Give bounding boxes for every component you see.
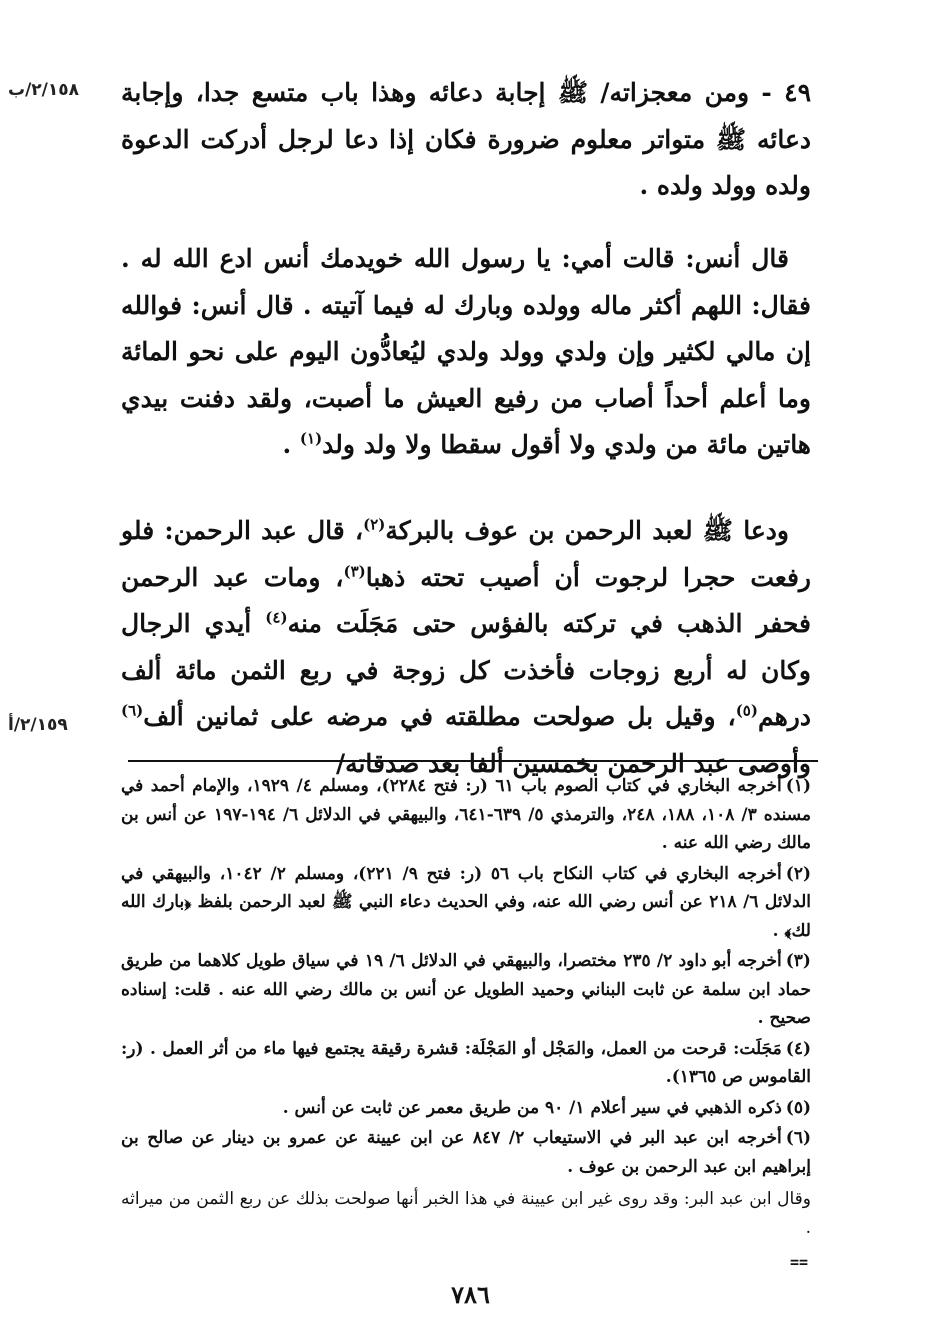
footnote-ref-2[interactable]: (٢) — [363, 515, 386, 534]
paragraph-anas: قال أنس: قالت أمي: يا رسول الله خويدمك أنس ادع الله له . فقال: اللهم أكثر ماله وولده وبارك له فيما آتيته . قال أنس: فوالله إن مالي لكثير وإن ولدي وولد ولدي ليُعادُّون اليوم على نحو المائة وما أعلم أحداً أصاب من رفيع العيش ما أصبت، ولقد دفنت بيدي هاتين مائة من ولدي ولا أقول سقطا ولا ولد ولد$^{(١)}$ . — [121, 244, 811, 459]
entry-49 — [121, 70, 811, 210]
footnote-note: وقال ابن عبد البر: وقد روى غير ابن عيينة في هذا الخبر أنها صولحت بذلك عن ربع الثمن من ميراثه . — [121, 1189, 811, 1238]
paragraph-anas-text: قال أنس: قالت أمي: يا رسول الله خويدمك أنس ادع الله له . فقال: اللهم أكثر ماله وولده وبارك له فيما آتيته . قال أنس: فوالله إن مالي لكثير وإن ولدي وولد ولدي ليُعادُّون اليوم على نحو المائة وما أعلم أحداً أصاب من رفيع العيش ما أصبت، ولقد دفنت بيدي هاتين مائة من ولدي ولا أقول سقطا ولا ولد ولد — [121, 244, 811, 459]
footnote-3: (٣)أخرجه أبو داود ٢/ ٢٣٥ مختصرا، والبيهقي في الدلائل ٦/ ١٩ في سياق طويل كلاهما من طريق حماد ابن سلمة عن ثابت البناني وحميد الطويل عن أنس بن مالك رضي الله عنه . قلت: إسناده صحيح . — [121, 951, 811, 1028]
footnote-1: (١)أخرجه البخاري في كتاب الصوم باب ٦١ (ر: فتح ٢٢٨٤)، ومسلم ٤/ ١٩٢٩، والإمام أحمد في مسنده ٣/ ١٠٨، ١٨٨، ٢٤٨، والترمذي ٥/ ٦٣٩-٦٤١، والبيهقي في الدلائل ٦/ ١٩٤-١٩٧ عن أنس بن مالك رضي الله عنه . — [121, 776, 812, 853]
margin-reference: ٢/١٥٩/أ — [8, 715, 68, 735]
footnote-ref-1[interactable]: (١) — [299, 429, 323, 448]
footnote-separator — [128, 760, 818, 762]
footnote-ref-6[interactable]: (٦) — [121, 701, 144, 720]
footnote-2: (٢)أخرجه البخاري في كتاب النكاح باب ٥٦ (ر: فتح ٩/ ٢٢١)، ومسلم ٢/ ١٠٤٢، والبيهقي في الدلائل ٦/ ٢١٨ عن أنس رضي الله عنه، وفي الحديث دعاء النبي ﷺ لعبد الرحمن بلفظ ﴿بارك الله لك﴾ . — [121, 863, 812, 941]
footnote-ref-4[interactable]: (٤) — [265, 608, 288, 627]
footnote-4: (٤)مَجَلَت: قرحت من العمل، والمَجْل أو المَجْلَة: قشرة رقيقة يجتمع فيها ماء من أثر العمل . (ر: القاموس ص ١٣٦٥). — [121, 1038, 811, 1087]
footnotes — [121, 772, 811, 1242]
entry-49-paragraph — [121, 70, 811, 210]
paragraph-awf-text: ودعا ﷺ لعبد الرحمن بن عوف بالبركة — [385, 516, 789, 545]
entry-49-lead: ٤٩ - ومن معجزاته/ ﷺ — [557, 78, 811, 107]
paragraph-awf: ودعا ﷺ لعبد الرحمن بن عوف بالبركة$^{(٢)}$، قال عبد الرحمن: فلو رفعت حجرا لرجوت أن أصيب تحته ذهبا$^{(٣)}$، ومات عبد الرحمن فحفر الذهب في تركته بالفؤس حتى مَجَلَت منه$^{(٤)}$ أيدي الرجال وكان له أربع زوجات فأخذت كل زوجة في ربع الثمن مائة ألف درهم$^{(٥)}$، وقيل بل صولحت مطلقته في مرضه على ثمانين ألف$^{(٦)}$ وأوصى عبد الرحمن بخمسين ألفا بعد صدقاته/ — [121, 515, 812, 778]
margin-reference: ٢/١٥٨/ب — [8, 80, 80, 100]
page-number: ٧٨٦ — [451, 1280, 490, 1309]
footnote-end-mark: == — [790, 1253, 809, 1271]
footnote-5: (٥)ذكره الذهبي في سير أعلام ١/ ٩٠ من طريق معمر عن ثابت عن أنس . — [282, 1097, 811, 1118]
footnote-6: (٦)أخرجه ابن عبد البر في الاستيعاب ٢/ ٨٤٧ عن ابن عيينة عن عمرو بن دينار عن صالح بن إبراهيم ابن عبد الرحمن بن عوف . — [121, 1128, 811, 1177]
footnote-ref-5[interactable]: (٥) — [735, 701, 758, 720]
footnote-ref-3[interactable]: (٣) — [343, 562, 366, 581]
entry-49-text: إجابة دعائه وهذا باب متسع جدا، وإجابة دعائه ﷺ متواتر معلوم ضرورة فكان إذا دعا لرجل أدركت الدعوة ولده وولد ولده . — [121, 78, 811, 200]
